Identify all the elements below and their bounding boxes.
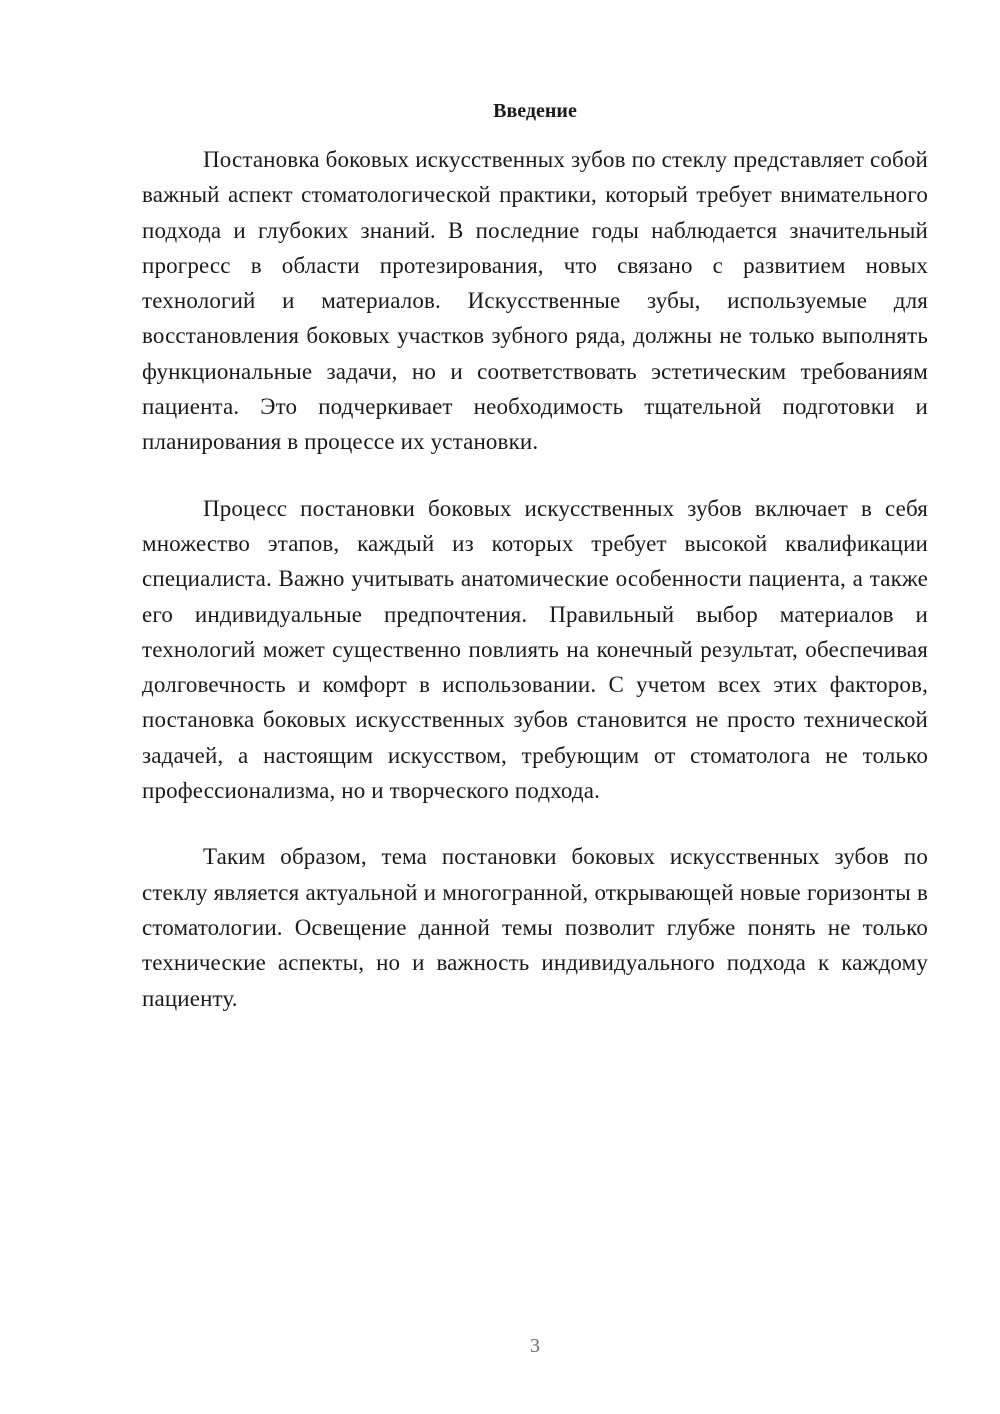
body-text xyxy=(142,142,928,1047)
section-heading: Введение xyxy=(493,100,577,122)
paragraph-1: Постановка боковых искусственных зубов по стеклу представляет собой важный аспект стоматологической практики, который требует внимательного подхода и глубоких знаний. В последние годы наблюдается значительный прогресс в области протезирования, что связано с развитием новых технологий и материалов. Искусственные зубы, используемые для восстановления боковых участков зубного ряда, должны не только выполнять функциональные задачи, но и соответствовать эстетическим требованиям пациента. Это подчеркивает необходимость тщательной подготовки и планирования в процессе их установки. xyxy=(142,147,928,455)
page-number: 3 xyxy=(530,1335,540,1357)
paragraph-2: Процесс постановки боковых искусственных зубов включает в себя множество этапов, каждый из которых требует высокой квалификации специалиста. Важно учитывать анатомические особенности пациента, а также его индивидуальные предпочтения. Правильный выбор материалов и технологий может существенно повлиять на конечный результат, обеспечивая долговечность и комфорт в использовании. С учетом всех этих факторов, постановка боковых искусственных зубов становится не просто технической задачей, а настоящим искусством, требующим от стоматолога не только профессионализма, но и творческого подхода. xyxy=(142,495,928,804)
paragraph-3: Таким образом, тема постановки боковых искусственных зубов по стеклу является актуальной и многогранной, открывающей новые горизонты в стоматологии. Освещение данной темы позволит глубже понять не только технические аспекты, но и важность индивидуального подхода к каждому пациенту. xyxy=(142,844,928,1011)
